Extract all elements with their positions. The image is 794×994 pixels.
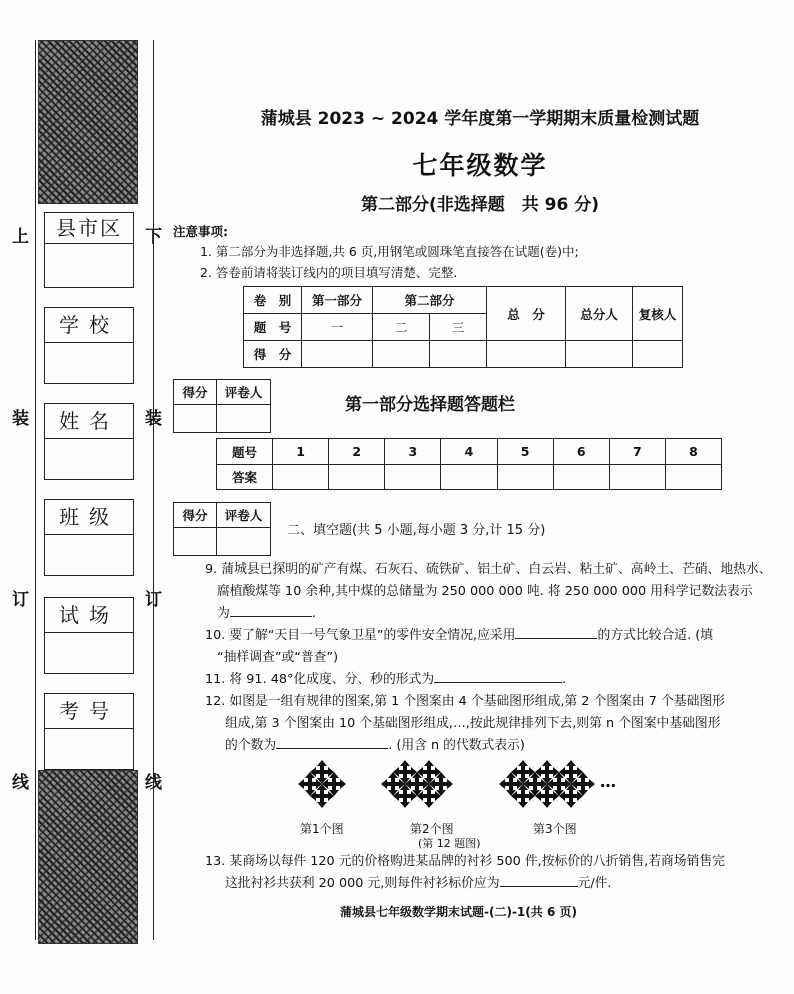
grader-box-2-grader-cell[interactable] xyxy=(217,528,271,556)
binding-char-left-4: 线 xyxy=(12,773,29,793)
binding-char-left-1: 上 xyxy=(12,227,29,247)
field-exam-number xyxy=(44,693,134,770)
field-school xyxy=(44,307,134,384)
grader-box-2 xyxy=(173,502,271,556)
score-table-question-2: 二 xyxy=(373,314,430,341)
q10-line-1 xyxy=(205,625,713,647)
field-school-input[interactable] xyxy=(45,343,133,383)
binding-char-right-4: 线 xyxy=(145,773,162,793)
field-exam-number-input[interactable] xyxy=(45,729,133,769)
field-county-input[interactable] xyxy=(45,244,133,287)
section2-title: 二、填空题(共 5 小题,每小题 3 分,计 15 分) xyxy=(287,523,546,538)
q12-answer-blank[interactable] xyxy=(276,748,388,749)
field-county xyxy=(44,212,134,288)
figure-1-label: 第1个图 xyxy=(300,822,344,836)
field-class-input[interactable] xyxy=(45,535,133,575)
answer-table-number-label: 题号 xyxy=(217,439,273,465)
grader-box-2-grader-label: 评卷人 xyxy=(217,503,271,528)
q10-suffix: 的方式比较合适. (填 xyxy=(597,628,713,643)
q10-answer-blank[interactable] xyxy=(515,638,597,639)
binding-line-right xyxy=(153,40,154,940)
score-table-header-reviewer: 复核人 xyxy=(633,287,683,341)
figure-2-label: 第2个图 xyxy=(410,822,454,836)
answer-table xyxy=(216,438,722,490)
answer-table-answer-label: 答案 xyxy=(217,465,273,490)
answer-cell-8[interactable] xyxy=(665,465,721,490)
grader-box-1-grader-cell[interactable] xyxy=(217,405,271,433)
answer-cell-1[interactable] xyxy=(273,465,329,490)
page-footer: 蒲城县七年级数学期末试题-(二)-1(共 6 页) xyxy=(340,905,577,919)
subject-title: 七年级数学 xyxy=(412,151,548,180)
exam-title: 蒲城县 2023 ~ 2024 学年度第一学期期末质量检测试题 xyxy=(260,109,700,129)
q9-suffix: . xyxy=(311,606,316,621)
score-cell-q3[interactable] xyxy=(430,341,487,368)
figure-3-pattern xyxy=(499,760,595,808)
note-item-2: 2. 答卷前请将装订线内的项目填写清楚、完整. xyxy=(200,265,458,280)
score-cell-totaller[interactable] xyxy=(566,341,633,368)
field-class-label: 班级 xyxy=(45,500,133,535)
q12-suffix: . (用含 n 的代数式表示) xyxy=(388,738,525,753)
q11-suffix: . xyxy=(562,672,567,687)
notes-heading: 注意事项: xyxy=(173,224,228,239)
q11-prefix: 11. 将 91. 48°化成度、分、秒的形式为 xyxy=(205,672,435,687)
score-table-header-totaller: 总分人 xyxy=(566,287,633,341)
score-table xyxy=(243,286,683,368)
binding-line-left xyxy=(35,40,36,940)
score-table-question-3: 三 xyxy=(430,314,487,341)
section1-title: 第一部分选择题答题栏 xyxy=(345,395,515,415)
field-county-label: 县市区 xyxy=(45,213,133,244)
q9-line-1: 9. 蒲城县已探明的矿产有煤、石灰石、硫铁矿、铝土矿、白云岩、粘土矿、高岭土、芒硝、地热水、 xyxy=(205,562,772,577)
q9-line-3 xyxy=(217,603,316,625)
score-cell-q2[interactable] xyxy=(373,341,430,368)
q9-line-2: 腐植酸煤等 10 余种,其中煤的总储量为 250 000 000 吨. 将 250 000 000 用科学记数法表示 xyxy=(217,584,753,599)
grader-box-1-score-cell[interactable] xyxy=(174,405,217,433)
binding-char-right-1: 下 xyxy=(145,227,162,247)
q13-suffix: 元/件. xyxy=(577,876,612,891)
q13-line-2 xyxy=(225,873,612,895)
field-school-label: 学校 xyxy=(45,308,133,343)
binding-pattern-top xyxy=(38,40,138,204)
score-cell-total[interactable] xyxy=(487,341,566,368)
q10-prefix: 10. 要了解“天目一号气象卫星”的零件安全情况,应采用 xyxy=(205,628,516,643)
note-item-1: 1. 第二部分为非选择题,共 6 页,用钢笔或圆珠笔直接答在试题(卷)中; xyxy=(200,244,579,259)
answer-number-7: 7 xyxy=(609,439,665,465)
field-room-input[interactable] xyxy=(45,633,133,673)
score-table-header-part1: 第一部分 xyxy=(302,287,373,314)
answer-number-4: 4 xyxy=(441,439,497,465)
q12-line-1: 12. 如图是一组有规律的图案,第 1 个图案由 4 个基础图形组成,第 2 个图案由 7 个基础图形 xyxy=(205,694,725,709)
score-cell-part1[interactable] xyxy=(302,341,373,368)
field-name-label: 姓名 xyxy=(45,404,133,439)
answer-cell-5[interactable] xyxy=(497,465,553,490)
q11-line xyxy=(205,669,566,691)
score-table-header-volume: 卷 别 xyxy=(244,287,302,314)
q13-line-1: 13. 某商场以每件 120 元的价格购进某品牌的衬衫 500 件,按标价的八折销售,若商场销售完 xyxy=(205,854,725,869)
grader-box-2-score-label: 得分 xyxy=(174,503,217,528)
score-table-label-score: 得 分 xyxy=(244,341,302,368)
answer-cell-2[interactable] xyxy=(329,465,385,490)
binding-char-right-2: 装 xyxy=(145,409,162,429)
answer-cell-7[interactable] xyxy=(609,465,665,490)
q12-prefix: 的个数为 xyxy=(225,738,277,753)
figure-1-pattern xyxy=(298,760,346,808)
field-room xyxy=(44,597,134,674)
figure-2-pattern xyxy=(381,760,453,808)
grader-box-1 xyxy=(173,379,271,433)
field-exam-number-label: 考号 xyxy=(45,694,133,729)
figure-3-label: 第3个图 xyxy=(533,822,577,836)
field-room-label: 试场 xyxy=(45,598,133,633)
score-cell-reviewer[interactable] xyxy=(633,341,683,368)
grader-box-1-grader-label: 评卷人 xyxy=(217,380,271,405)
figure-caption: (第 12 题图) xyxy=(418,837,481,850)
binding-char-left-2: 装 xyxy=(12,409,29,429)
answer-number-6: 6 xyxy=(553,439,609,465)
binding-char-left-3: 订 xyxy=(12,590,29,610)
answer-number-2: 2 xyxy=(329,439,385,465)
q9-prefix: 为 xyxy=(217,606,230,621)
answer-number-8: 8 xyxy=(665,439,721,465)
q12-ellipsis: … xyxy=(600,772,616,791)
field-name xyxy=(44,403,134,480)
answer-number-5: 5 xyxy=(497,439,553,465)
q13-answer-blank[interactable] xyxy=(500,886,578,887)
grader-box-1-score-label: 得分 xyxy=(174,380,217,405)
score-table-header-part2: 第二部分 xyxy=(373,287,487,314)
answer-number-3: 3 xyxy=(385,439,441,465)
q9-answer-blank[interactable] xyxy=(230,616,312,617)
q10-line-2: “抽样调查”或“普查”) xyxy=(217,650,339,665)
field-class xyxy=(44,499,134,576)
score-table-label-question: 题 号 xyxy=(244,314,302,341)
answer-cell-4[interactable] xyxy=(441,465,497,490)
q13-prefix: 这批衬衫共获利 20 000 元,则每件衬衫标价应为 xyxy=(225,876,500,891)
answer-cell-3[interactable] xyxy=(385,465,441,490)
answer-number-1: 1 xyxy=(273,439,329,465)
binding-char-right-3: 订 xyxy=(145,590,162,610)
score-table-question-1: 一 xyxy=(302,314,373,341)
q12-figure xyxy=(280,752,680,820)
part-title: 第二部分(非选择题 共 96 分) xyxy=(360,195,600,215)
q12-line-2: 组成,第 3 个图案由 10 个基础图形组成,…,按此规律排列下去,则第 n 个图案中基础图形 xyxy=(225,716,721,731)
score-table-header-total: 总 分 xyxy=(487,287,566,341)
q11-answer-blank[interactable] xyxy=(434,682,562,683)
grader-box-2-score-cell[interactable] xyxy=(174,528,217,556)
answer-cell-6[interactable] xyxy=(553,465,609,490)
binding-pattern-bottom xyxy=(38,770,138,944)
field-name-input[interactable] xyxy=(45,439,133,479)
